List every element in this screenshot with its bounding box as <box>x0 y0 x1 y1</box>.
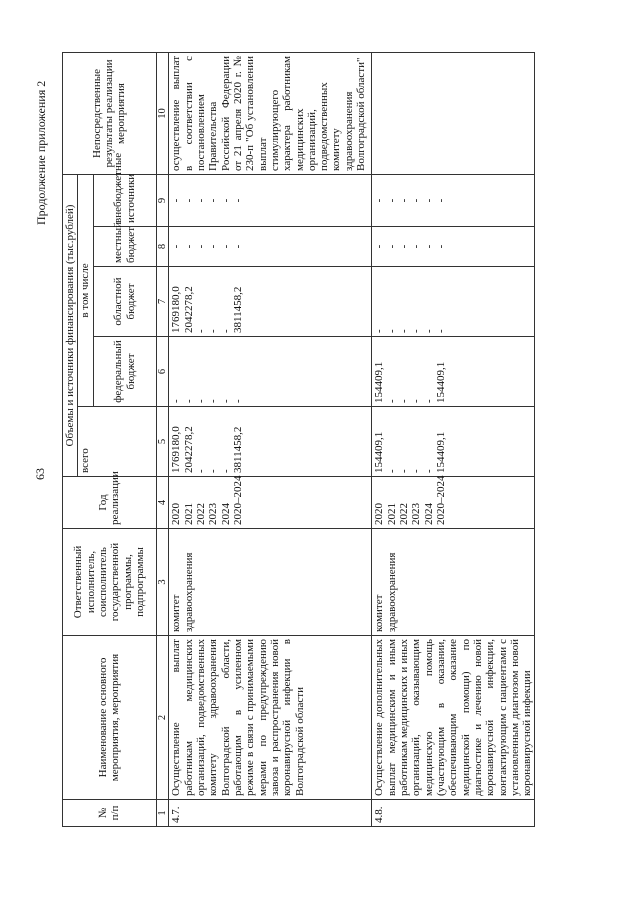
colnum: 2 <box>156 636 169 800</box>
colnum: 9 <box>156 174 169 226</box>
value: - <box>385 399 398 403</box>
row-name: Осуществление выплат работникам медицинских организаций, подведомственных комитету здравоохранения Волгоградской области, работающим в усиленном режиме в связи с принимаемыми мерами по предупреждению завоза и распространения новой коронавирусной инфекции в Волгоградской области <box>169 636 372 800</box>
value: - <box>422 399 435 403</box>
value: - <box>422 329 435 333</box>
header-name: Наименование основного мероприятия, мероприятия <box>63 636 157 800</box>
colnum: 8 <box>156 227 169 267</box>
value: - <box>373 244 386 249</box>
value: 154409,1 <box>434 361 447 403</box>
value: - <box>385 469 398 473</box>
row-executor: комитет здравоохранения <box>372 529 535 636</box>
value: - <box>219 329 232 333</box>
row-local <box>372 227 535 267</box>
header-result: Непосредственные результаты реализации мероприятия <box>63 52 157 174</box>
header-local: местный бюджет <box>93 227 156 267</box>
value: - <box>385 244 398 249</box>
continuation-label: Продолжение приложения 2 <box>34 80 48 225</box>
value: - <box>398 469 410 473</box>
value: - <box>219 198 232 203</box>
value: 1769180,0 <box>170 286 183 333</box>
row-years <box>372 477 535 529</box>
value: 1769180,0 <box>170 426 183 473</box>
value: - <box>195 399 207 403</box>
header-total: всего <box>78 407 156 477</box>
row-total <box>169 407 372 477</box>
row-name: Осуществление дополнительных выплат медицинским и иным работникам медицинских и иных организаций, оказывающим медицинскую помощь (участвующим в оказании, обеспечивающим оказание медицинской помощи) по диагностике и лечению новой коронавирусной инфекции, контактирующим с пациентами с установленным диагнозом новой коронавирусной инфекции <box>372 636 535 800</box>
value: - <box>207 399 220 403</box>
value: - <box>410 329 423 333</box>
year: 2024 <box>219 503 232 525</box>
value: - <box>219 399 232 403</box>
value: - <box>231 198 244 203</box>
row-federal <box>169 337 372 407</box>
value: - <box>385 198 398 203</box>
row-local <box>169 227 372 267</box>
header-extra: внебюджетные источники <box>93 174 156 226</box>
row-executor: комитет здравоохранения <box>169 529 372 636</box>
value: - <box>219 469 232 473</box>
value: 154409,1 <box>434 431 447 473</box>
header-regional: областной бюджет <box>93 267 156 337</box>
value: - <box>182 198 195 203</box>
value: 3811458,2 <box>231 286 244 333</box>
header-federal: федеральный бюджет <box>93 337 156 407</box>
value: - <box>170 198 183 203</box>
page-number: 63 <box>33 468 47 480</box>
row-result <box>372 52 535 174</box>
year: 2022 <box>398 503 410 525</box>
year: 2020–2024 <box>231 475 244 525</box>
value: - <box>385 329 398 333</box>
value: - <box>195 329 207 333</box>
program-table <box>62 52 535 827</box>
value: - <box>207 329 220 333</box>
year: 2023 <box>410 503 423 525</box>
value: - <box>207 469 220 473</box>
year: 2021 <box>385 503 398 525</box>
colnum: 3 <box>156 529 169 636</box>
row-regional <box>169 267 372 337</box>
table-row <box>169 52 372 826</box>
year: 2020–2024 <box>434 475 447 525</box>
value: - <box>410 244 423 249</box>
value: - <box>195 198 207 203</box>
row-number: 4.8. <box>372 800 535 827</box>
year: 2024 <box>422 503 435 525</box>
value: 3811458,2 <box>231 426 244 473</box>
colnum: 7 <box>156 267 169 337</box>
header-row-1 <box>63 52 78 826</box>
row-years <box>169 477 372 529</box>
colnum: 10 <box>156 52 169 174</box>
value: - <box>398 198 410 203</box>
row-federal <box>372 337 535 407</box>
year: 2022 <box>195 503 207 525</box>
colnum: 5 <box>156 407 169 477</box>
value: - <box>182 244 195 249</box>
colnum: 4 <box>156 477 169 529</box>
value: 154409,1 <box>373 361 386 403</box>
value: - <box>170 244 183 249</box>
header-funding: Объемы и источники финансирования (тыс.рублей) <box>63 174 78 476</box>
year: 2020 <box>373 503 386 525</box>
header-num: № п/п <box>63 800 157 827</box>
header-incl: в том числе <box>78 174 93 406</box>
year: 2023 <box>207 503 220 525</box>
row-extra <box>169 174 372 226</box>
value: - <box>410 198 423 203</box>
column-numbers-row <box>156 52 169 826</box>
header-executor: Ответственный исполнитель, соисполнитель государственной программы, подпрограммы <box>63 529 157 636</box>
value: - <box>231 399 244 403</box>
colnum: 6 <box>156 337 169 407</box>
value: - <box>373 198 386 203</box>
value: - <box>422 244 435 249</box>
value: - <box>434 198 447 203</box>
year: 2021 <box>182 503 195 525</box>
table-row <box>372 52 535 826</box>
value: - <box>398 399 410 403</box>
value: 154409,1 <box>373 431 386 473</box>
value: 2042278,2 <box>182 286 195 333</box>
value: - <box>195 244 207 249</box>
value: - <box>434 329 447 333</box>
row-extra <box>372 174 535 226</box>
value: - <box>398 329 410 333</box>
value: - <box>207 244 220 249</box>
row-number: 4.7. <box>169 800 372 827</box>
value: - <box>410 399 423 403</box>
value: - <box>422 469 435 473</box>
value: - <box>398 244 410 249</box>
row-total <box>372 407 535 477</box>
value: - <box>434 244 447 249</box>
year: 2020 <box>170 503 183 525</box>
value: - <box>422 198 435 203</box>
value: - <box>410 469 423 473</box>
row-regional <box>372 267 535 337</box>
value: - <box>231 244 244 249</box>
row-result: осуществление выплат в соответствии с постановлением Правительства Российской Федерации от 21 апреля 2020 г. № 230-п "Об установлении выплат стимулирующего характера работникам медицинских организаций, подведомственных комитету здравоохранения Волгоградской области" <box>169 52 372 174</box>
value: - <box>373 329 386 333</box>
header-year: Год реализации <box>63 477 157 529</box>
value: - <box>182 399 195 403</box>
value: 2042278,2 <box>182 426 195 473</box>
value: - <box>195 469 207 473</box>
value: - <box>219 244 232 249</box>
value: - <box>207 198 220 203</box>
value: - <box>170 399 183 403</box>
colnum: 1 <box>156 800 169 827</box>
